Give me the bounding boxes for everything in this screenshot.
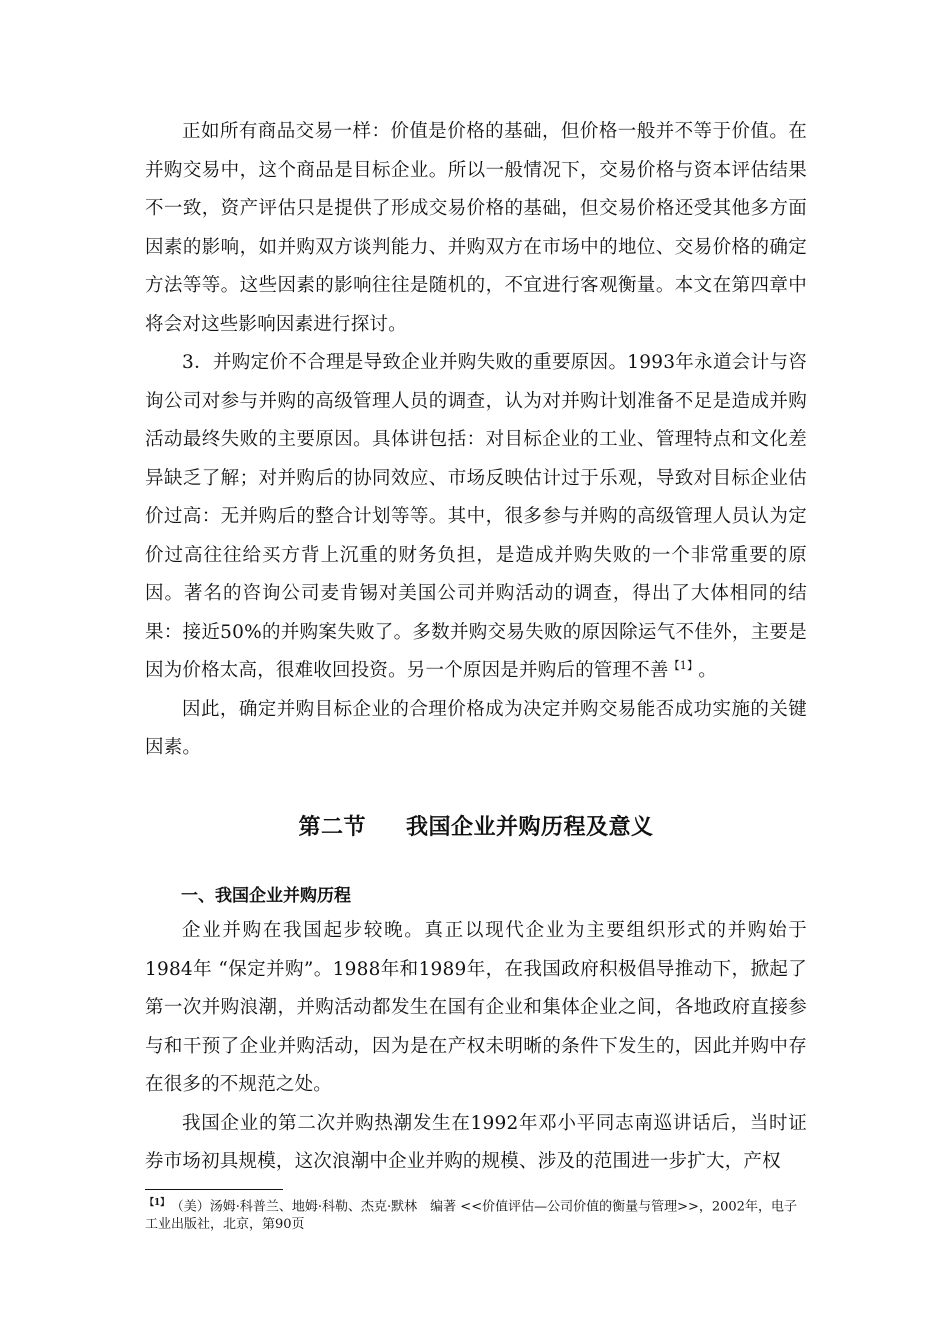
- paragraph: 正如所有商品交易一样：价值是价格的基础，但价格一般并不等于价值。在并购交易中，这个商品是目标企业。所以一般情况下，交易价格与资本评估结果不一致，资产评估只是提供了形成交易价格的基础，但交易价格还受其他多方面因素的影响，如并购双方谈判能力、并购双方在市场中的地位、交易价格的确定方法等等。这些因素的影响往往是随机的，不宜进行客观衡量。本文在第四章中将会对这些影响因素进行探讨。: [145, 121, 807, 335]
- section-title-text: 我国企业并购历程及意义: [406, 815, 654, 840]
- paragraph: 我国企业的第二次并购热潮发生在1992年邓小平同志南巡讲话后，当时证券市场初具规模，这次浪潮中企业并购的规模、涉及的范围进一步扩大，产权: [145, 1112, 807, 1172]
- citation-tail: 。: [698, 660, 717, 681]
- footnote-divider: [145, 1189, 283, 1190]
- footnote-mark: 【1】: [145, 1198, 170, 1208]
- citation-mark: 【1】: [668, 658, 699, 672]
- footnote-text: （美）汤姆·科普兰、地姆·科勒、杰克·默林 编著 <<价值评估—公司价值的衡量与管理>>，2002年，电子工业出版社，北京，第90页: [145, 1199, 797, 1233]
- paragraph: 企业并购在我国起步较晚。真正以现代企业为主要组织形式的并购始于1984年 “保定并购”。1988年和1989年，在我国政府积极倡导推动下，掀起了第一次并购浪潮，并购活动都发生在国有企业和集体企业之间，各地政府直接参与和干预了企业并购活动，因为是在产权未明晰的条件下发生的，因此并购中存在很多的不规范之处。: [145, 920, 807, 1095]
- body-text-section-2: [145, 912, 807, 1182]
- subheading: 一、我国企业并购历程: [181, 886, 351, 906]
- paragraph: 因此，确定并购目标企业的合理价格成为决定并购交易能否成功实施的关键因素。: [145, 698, 807, 758]
- footnote: [145, 1194, 807, 1234]
- body-text-section-1: [145, 113, 807, 768]
- paragraph-text: 3．并购定价不合理是导致企业并购失败的重要原因。1993年永道会计与咨询公司对参与并购的高级管理人员的调查，认为对并购计划准备不足是造成并购活动最终失败的主要原因。具体讲包括：对目标企业的工业、管理特点和文化差异缺乏了解；对并购后的协同效应、市场反映估计过于乐观，导致对目标企业估价过高：无并购后的整合计划等等。其中，很多参与并购的高级管理人员认为定价过高往往给买方背上沉重的财务负担，是造成并购失败的一个非常重要的原因。著名的咨询公司麦肯锡对美国公司并购活动的调查，得出了大体相同的结果：接近50%的并购案失败了。多数并购交易失败的原因除运气不佳外，主要是因为价格太高，很难收回投资。另一个原因是并购后的管理不善: [145, 352, 807, 681]
- section-number: 第二节: [298, 815, 366, 840]
- section-title: [145, 808, 807, 848]
- paragraph: [145, 344, 807, 691]
